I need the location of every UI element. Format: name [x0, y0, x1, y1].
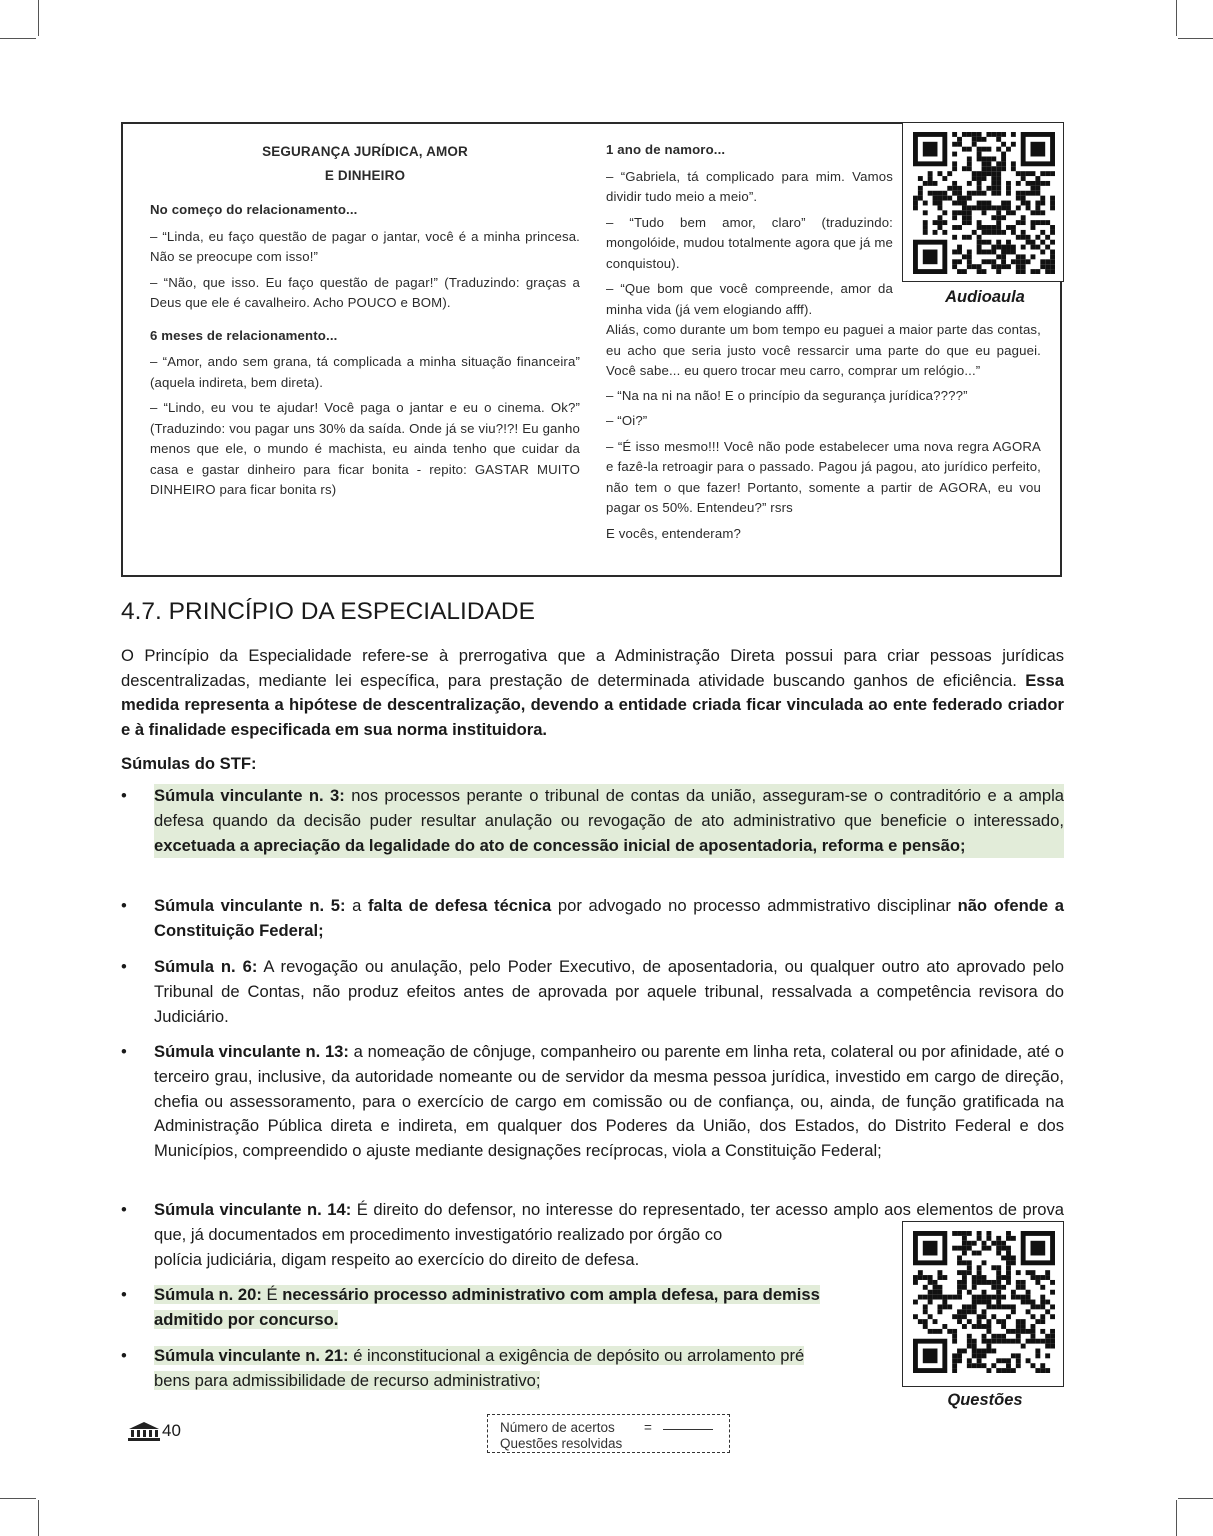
score-label-correct: Número de acertos — [500, 1420, 615, 1435]
story-paragraph: – “Que bom que você compreende, amor da minha vida (já vem elogiando afff). — [606, 281, 893, 317]
audioaula-caption: Audioaula — [945, 288, 1025, 306]
story-paragraph: – “Linda, eu faço questão de pagar o jantar, você é a minha princesa. Não se preocupe com isso!” — [150, 228, 580, 264]
sumula-item — [121, 1040, 1064, 1164]
crop-mark — [1176, 0, 1177, 36]
sumula-text: a — [345, 896, 369, 915]
story-paragraph: – “Na na ni na não! E o princípio da segurança jurídica????” — [606, 387, 968, 403]
crop-mark — [1176, 1500, 1177, 1536]
sumula-label: Súmula n. 20: — [154, 1285, 262, 1304]
sumula-text: É direito do defensor, no interesse do representado, ter acesso amplo aos elementos de prova que, já documentados em procedimento investigatório realizado por órgão co — [154, 1200, 1064, 1244]
questoes-qr-code[interactable] — [902, 1221, 1064, 1387]
story-title-line1: SEGURANÇA JURÍDICA, AMOR — [262, 144, 468, 159]
story-paragraph: – “Tudo bem amor, claro” (traduzindo: mongolóide, mudou totalmente agora que já me conquistou). — [606, 214, 893, 271]
sumula-bold-text: excetuada a apreciação da legalidade do ato de concessão inicial de aposentadoria, reforma e pensão; — [154, 835, 966, 855]
crop-mark — [38, 0, 39, 36]
bullet: • — [121, 1285, 127, 1304]
sumula-bold-text: admitido por concurso. — [154, 1309, 339, 1329]
sumula-text: a nomeação de cônjuge, companheiro ou parente em linha reta, colateral ou por afinidade, até o terceiro grau, inclusive, da autoridade nomeante ou de servidor da mesma pessoa jurídica, investido em cargo de direção, chefia ou assessoramento, para o exercício de cargo em comissão ou de confiança, ou, ainda, de função gratificada na Administração Pública direta e indireta, em qualquer dos Poderes da União, dos Estados, do Distrito Federal e dos Municípios, compreendido o ajuste mediante designações recíprocas, viola a Constituição Federal; — [154, 1042, 1064, 1161]
questoes-caption: Questões — [947, 1391, 1023, 1409]
sumula-label: Súmula vinculante n. 21: — [154, 1346, 349, 1365]
sumula-label: Súmula vinculante n. 13: — [154, 1042, 349, 1061]
sumula-text: é inconstitucional a exigência de depósito ou arrolamento pré — [348, 1346, 805, 1365]
qr-code-icon — [913, 132, 1055, 274]
sumulas-heading: Súmulas do STF: — [121, 754, 257, 773]
sumula-text: A revogação ou anulação, pelo Poder Executivo, de aposentadoria, ou qualquer outro ato aprovado pelo Tribunal de Contas, não produz efeitos antes de aprovada por aquele tribunal, ressalvada a competência revisora do Judiciário. — [154, 957, 1064, 1026]
story-paragraph: – “Amor, ando sem grana, tá complicada a minha situação financeira” (aquela indireta, bem direta). — [150, 354, 580, 390]
bullet: • — [121, 1042, 127, 1061]
bullet: • — [121, 1346, 127, 1365]
page-number: 40 — [162, 1421, 181, 1440]
crop-mark — [38, 1500, 39, 1536]
crop-mark — [1178, 38, 1213, 39]
sumula-label: Súmula vinculante n. 14: — [154, 1200, 352, 1219]
bullet: • — [121, 786, 127, 805]
story-paragraph: Aliás, como durante um bom tempo eu paguei a maior parte das contas, eu acho que seria justo você ressarcir uma parte do que eu paguei. Você sabe... eu quero trocar meu carro, comprar um relógio...” — [606, 322, 1041, 378]
score-blank — [663, 1429, 713, 1430]
story-paragraph: – “Oi?” — [606, 413, 648, 428]
story-paragraph: E vocês, entenderam? — [606, 525, 741, 541]
score-equals: = — [644, 1420, 652, 1435]
intro-bold: Essa medida representa a hipótese de descentralização, devendo a entidade criada ficar vinculada ao ente federado criador e à finalidade especificada em sua norma instituidora. — [121, 670, 1064, 739]
crop-mark — [0, 1498, 36, 1499]
institution-logo-icon — [128, 1421, 160, 1441]
story-left-column — [150, 140, 580, 506]
story-paragraph: – “Lindo, eu vou te ajudar! Você paga o jantar e eu o cinema. Ok?” (Traduzindo: vou pagar uns 30% da saída. Onde já se viu?!?! Eu ganho menos que ele, o mundo é machista, eu ainda tenho que cuidar da casa e gastar dinheiro para ficar bonita - repito: GASTAR MUITO DINHEIRO para ficar bonita rs) — [150, 400, 580, 497]
qr-code-icon — [913, 1231, 1055, 1373]
sumula-item — [121, 784, 1064, 858]
bullet: • — [121, 957, 127, 976]
crop-mark — [1178, 1498, 1213, 1499]
story-paragraph: – “Não, que isso. Eu faço questão de pagar!” (Traduzindo: graças a Deus que ele é cavalheiro. Acho POUCO e BOM). — [150, 274, 580, 310]
section-title: 4.7. PRINCÍPIO DA ESPECIALIDADE — [121, 598, 535, 625]
score-label-resolved: Questões resolvidas — [500, 1436, 623, 1451]
story-subheading: No começo do relacionamento... — [150, 202, 358, 217]
intro-paragraph — [121, 644, 1064, 742]
sumula-text: É — [261, 1285, 283, 1304]
story-title-line2: E DINHEIRO — [324, 168, 406, 183]
sumula-text: nos processos perante o tribunal de contas da união, asseguram-se o contraditório e a ampla defesa quando da decisão puder resultar anulação ou revogação de ato administrativo que beneficie o interessado, — [154, 786, 1064, 830]
story-paragraph: – “Gabriela, tá complicado para mim. Vamos dividir tudo meio a meio”. — [606, 168, 893, 204]
sumula-label: Súmula n. 6: — [154, 957, 258, 976]
sumula-bold-text: falta de defesa técnica — [368, 896, 552, 915]
score-box — [487, 1414, 730, 1453]
story-subheading: 1 ano de namoro... — [606, 142, 726, 157]
sumula-text: polícia judiciária, digam respeito ao exercício do direito de defesa. — [154, 1249, 640, 1269]
sumula-bold-text: não ofende a Constituição Federal; — [154, 896, 1064, 940]
sumula-item — [121, 955, 1064, 1029]
sumula-bold-text: necessário processo administrativo com ampla defesa, para demiss — [282, 1285, 820, 1304]
sumula-label: Súmula vinculante n. 5: — [154, 896, 346, 915]
sumula-text: por advogado no processo admmistrativo disciplinar — [551, 896, 958, 915]
story-subheading: 6 meses de relacionamento... — [150, 327, 338, 343]
story-paragraph: – “É isso mesmo!!! Você não pode estabelecer uma nova regra AGORA e fazê-la retroagir para o passado. Pagou já pagou, ato jurídico perfeito, não tem o que fazer! Portanto, somente a partir de AGORA, eu vou pagar os 50%. Entendeu?” rsrs — [606, 438, 1041, 515]
bullet: • — [121, 896, 127, 915]
bullet: • — [121, 1200, 127, 1219]
crop-mark — [0, 38, 36, 39]
intro-plain: O Princípio da Especialidade refere-se à prerrogativa que a Administração Direta possui para criar pessoas jurídicas descentralizadas, mediante lei específica, para prestação de determinada atividade buscando ganhos de eficiência. — [121, 646, 1064, 690]
sumula-label: Súmula vinculante n. 3: — [154, 786, 345, 805]
sumula-item — [121, 894, 1064, 944]
sumula-text: bens para admissibilidade de recurso administrativo; — [154, 1370, 541, 1390]
audioaula-qr-code[interactable] — [902, 122, 1064, 282]
